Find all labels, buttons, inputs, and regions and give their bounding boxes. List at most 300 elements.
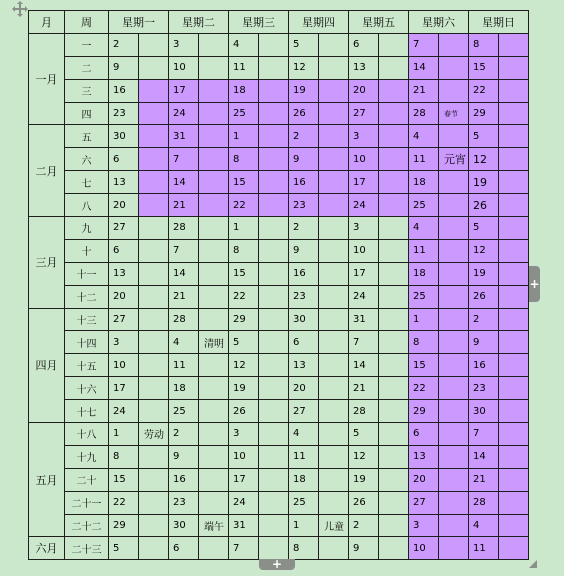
month-cell[interactable]: 四月 (29, 308, 65, 422)
note-cell[interactable] (319, 239, 349, 262)
date-cell[interactable]: 8 (469, 33, 499, 56)
note-cell[interactable] (499, 33, 529, 56)
date-cell[interactable]: 13 (349, 56, 379, 79)
date-cell[interactable]: 6 (349, 33, 379, 56)
note-cell[interactable] (259, 514, 289, 537)
date-cell[interactable]: 25 (409, 285, 439, 308)
date-cell[interactable]: 5 (229, 331, 259, 354)
date-cell[interactable]: 14 (349, 354, 379, 377)
note-cell[interactable] (439, 491, 469, 514)
week-cell[interactable]: 十一 (65, 262, 109, 285)
note-cell[interactable] (319, 79, 349, 102)
note-cell[interactable] (319, 194, 349, 217)
date-cell[interactable]: 3 (349, 217, 379, 240)
note-cell[interactable] (319, 148, 349, 171)
date-cell[interactable]: 23 (289, 194, 319, 217)
note-cell[interactable] (259, 102, 289, 125)
note-cell[interactable] (439, 354, 469, 377)
date-cell[interactable]: 25 (229, 102, 259, 125)
note-cell[interactable] (379, 377, 409, 400)
date-cell[interactable]: 18 (409, 171, 439, 194)
date-cell[interactable]: 14 (169, 262, 199, 285)
note-cell[interactable] (499, 194, 529, 217)
date-cell[interactable]: 9 (109, 56, 139, 79)
note-cell[interactable] (319, 331, 349, 354)
note-cell[interactable] (259, 400, 289, 423)
date-cell[interactable]: 6 (289, 331, 319, 354)
date-cell[interactable]: 31 (169, 125, 199, 148)
date-cell[interactable]: 14 (169, 171, 199, 194)
note-cell[interactable] (139, 537, 169, 560)
week-cell[interactable]: 十三 (65, 308, 109, 331)
date-cell[interactable]: 4 (409, 125, 439, 148)
date-cell[interactable]: 21 (169, 194, 199, 217)
date-cell[interactable]: 10 (349, 239, 379, 262)
date-cell[interactable]: 16 (109, 79, 139, 102)
date-cell[interactable]: 31 (229, 514, 259, 537)
week-cell[interactable]: 四 (65, 102, 109, 125)
note-cell[interactable] (259, 125, 289, 148)
note-cell[interactable] (499, 423, 529, 446)
note-cell[interactable] (379, 445, 409, 468)
date-cell[interactable]: 19 (469, 171, 499, 194)
note-cell[interactable] (199, 445, 229, 468)
date-cell[interactable]: 20 (109, 285, 139, 308)
date-cell[interactable]: 5 (109, 537, 139, 560)
date-cell[interactable]: 25 (169, 400, 199, 423)
note-cell[interactable] (139, 194, 169, 217)
date-cell[interactable]: 4 (229, 33, 259, 56)
date-cell[interactable]: 8 (409, 331, 439, 354)
note-cell[interactable] (499, 239, 529, 262)
date-cell[interactable]: 26 (289, 102, 319, 125)
date-cell[interactable]: 23 (169, 491, 199, 514)
date-cell[interactable]: 22 (229, 194, 259, 217)
note-cell[interactable] (199, 239, 229, 262)
date-cell[interactable]: 18 (409, 262, 439, 285)
note-cell[interactable] (439, 125, 469, 148)
date-cell[interactable]: 28 (409, 102, 439, 125)
date-cell[interactable]: 31 (349, 308, 379, 331)
note-cell[interactable] (139, 239, 169, 262)
note-cell[interactable] (379, 468, 409, 491)
date-cell[interactable]: 16 (289, 171, 319, 194)
note-cell[interactable] (439, 194, 469, 217)
note-cell[interactable] (259, 285, 289, 308)
date-cell[interactable]: 11 (409, 148, 439, 171)
note-cell[interactable] (319, 102, 349, 125)
note-cell[interactable] (199, 354, 229, 377)
note-cell[interactable] (139, 171, 169, 194)
date-cell[interactable]: 6 (409, 423, 439, 446)
week-cell[interactable]: 十六 (65, 377, 109, 400)
note-cell[interactable] (379, 79, 409, 102)
note-cell[interactable] (499, 56, 529, 79)
header-monday[interactable]: 星期一 (109, 11, 169, 34)
date-cell[interactable]: 22 (409, 377, 439, 400)
note-cell[interactable] (259, 148, 289, 171)
week-cell[interactable]: 二 (65, 56, 109, 79)
date-cell[interactable]: 12 (349, 445, 379, 468)
note-cell[interactable] (379, 148, 409, 171)
note-cell[interactable] (379, 262, 409, 285)
note-cell[interactable] (439, 308, 469, 331)
date-cell[interactable]: 3 (349, 125, 379, 148)
date-cell[interactable]: 27 (109, 217, 139, 240)
date-cell[interactable]: 26 (469, 194, 499, 217)
note-cell[interactable] (139, 262, 169, 285)
week-cell[interactable]: 十七 (65, 400, 109, 423)
date-cell[interactable]: 20 (289, 377, 319, 400)
note-cell[interactable] (139, 331, 169, 354)
date-cell[interactable]: 9 (289, 239, 319, 262)
date-cell[interactable]: 2 (469, 308, 499, 331)
note-cell[interactable]: 春节 (439, 102, 469, 125)
note-cell[interactable]: 清明 (199, 331, 229, 354)
note-cell[interactable] (199, 285, 229, 308)
date-cell[interactable]: 19 (229, 377, 259, 400)
date-cell[interactable]: 24 (229, 491, 259, 514)
week-cell[interactable]: 三 (65, 79, 109, 102)
note-cell[interactable] (139, 33, 169, 56)
date-cell[interactable]: 28 (469, 491, 499, 514)
note-cell[interactable] (499, 171, 529, 194)
date-cell[interactable]: 2 (169, 423, 199, 446)
note-cell[interactable] (499, 125, 529, 148)
note-cell[interactable] (439, 239, 469, 262)
note-cell[interactable] (319, 308, 349, 331)
note-cell[interactable] (199, 194, 229, 217)
note-cell[interactable] (319, 445, 349, 468)
note-cell[interactable]: 端午 (199, 514, 229, 537)
date-cell[interactable]: 7 (349, 331, 379, 354)
note-cell[interactable] (199, 79, 229, 102)
note-cell[interactable] (439, 377, 469, 400)
note-cell[interactable] (319, 468, 349, 491)
date-cell[interactable]: 29 (469, 102, 499, 125)
date-cell[interactable]: 13 (289, 354, 319, 377)
note-cell[interactable] (319, 125, 349, 148)
note-cell[interactable] (199, 468, 229, 491)
date-cell[interactable]: 6 (109, 148, 139, 171)
note-cell[interactable] (499, 148, 529, 171)
header-saturday[interactable]: 星期六 (409, 11, 469, 34)
week-cell[interactable]: 八 (65, 194, 109, 217)
date-cell[interactable]: 2 (109, 33, 139, 56)
date-cell[interactable]: 22 (229, 285, 259, 308)
date-cell[interactable]: 30 (109, 125, 139, 148)
note-cell[interactable] (319, 285, 349, 308)
date-cell[interactable]: 2 (289, 217, 319, 240)
note-cell[interactable] (259, 491, 289, 514)
note-cell[interactable] (499, 331, 529, 354)
note-cell[interactable] (319, 354, 349, 377)
note-cell[interactable] (439, 56, 469, 79)
note-cell[interactable] (139, 354, 169, 377)
date-cell[interactable]: 16 (289, 262, 319, 285)
note-cell[interactable] (379, 56, 409, 79)
date-cell[interactable]: 27 (409, 491, 439, 514)
date-cell[interactable]: 8 (229, 239, 259, 262)
note-cell[interactable] (259, 262, 289, 285)
date-cell[interactable]: 15 (229, 262, 259, 285)
note-cell[interactable] (499, 377, 529, 400)
note-cell[interactable] (439, 445, 469, 468)
week-cell[interactable]: 六 (65, 148, 109, 171)
date-cell[interactable]: 11 (169, 354, 199, 377)
note-cell[interactable] (499, 354, 529, 377)
date-cell[interactable]: 5 (289, 33, 319, 56)
week-cell[interactable]: 十五 (65, 354, 109, 377)
note-cell[interactable] (199, 423, 229, 446)
date-cell[interactable]: 10 (349, 148, 379, 171)
date-cell[interactable]: 29 (229, 308, 259, 331)
date-cell[interactable]: 23 (469, 377, 499, 400)
note-cell[interactable] (199, 171, 229, 194)
date-cell[interactable]: 12 (229, 354, 259, 377)
date-cell[interactable]: 30 (469, 400, 499, 423)
note-cell[interactable] (499, 102, 529, 125)
note-cell[interactable] (379, 514, 409, 537)
note-cell[interactable] (319, 171, 349, 194)
date-cell[interactable]: 21 (409, 79, 439, 102)
note-cell[interactable] (139, 377, 169, 400)
date-cell[interactable]: 26 (349, 491, 379, 514)
note-cell[interactable] (379, 537, 409, 560)
month-cell[interactable]: 一月 (29, 33, 65, 125)
date-cell[interactable]: 14 (469, 445, 499, 468)
week-cell[interactable]: 二十三 (65, 537, 109, 560)
date-cell[interactable]: 1 (289, 514, 319, 537)
note-cell[interactable] (499, 400, 529, 423)
date-cell[interactable]: 28 (169, 308, 199, 331)
date-cell[interactable]: 14 (409, 56, 439, 79)
date-cell[interactable]: 1 (229, 125, 259, 148)
date-cell[interactable]: 21 (469, 468, 499, 491)
note-cell[interactable] (439, 33, 469, 56)
month-cell[interactable]: 六月 (29, 537, 65, 560)
note-cell[interactable] (439, 537, 469, 560)
note-cell[interactable] (259, 354, 289, 377)
date-cell[interactable]: 3 (409, 514, 439, 537)
date-cell[interactable]: 5 (349, 423, 379, 446)
note-cell[interactable] (199, 217, 229, 240)
date-cell[interactable]: 13 (409, 445, 439, 468)
note-cell[interactable] (199, 33, 229, 56)
date-cell[interactable]: 13 (109, 171, 139, 194)
note-cell[interactable] (139, 285, 169, 308)
note-cell[interactable] (439, 262, 469, 285)
note-cell[interactable] (379, 33, 409, 56)
note-cell[interactable] (499, 308, 529, 331)
date-cell[interactable]: 24 (349, 194, 379, 217)
note-cell[interactable]: 劳动 (139, 423, 169, 446)
date-cell[interactable]: 17 (169, 79, 199, 102)
date-cell[interactable]: 15 (409, 354, 439, 377)
date-cell[interactable]: 7 (169, 239, 199, 262)
date-cell[interactable]: 8 (109, 445, 139, 468)
note-cell[interactable] (499, 491, 529, 514)
month-cell[interactable]: 五月 (29, 423, 65, 537)
date-cell[interactable]: 11 (289, 445, 319, 468)
note-cell[interactable] (319, 262, 349, 285)
note-cell[interactable] (439, 514, 469, 537)
date-cell[interactable]: 16 (469, 354, 499, 377)
date-cell[interactable]: 17 (229, 468, 259, 491)
note-cell[interactable] (439, 423, 469, 446)
note-cell[interactable] (139, 400, 169, 423)
note-cell[interactable] (319, 491, 349, 514)
note-cell[interactable] (199, 308, 229, 331)
date-cell[interactable]: 4 (169, 331, 199, 354)
date-cell[interactable]: 26 (229, 400, 259, 423)
note-cell[interactable] (499, 285, 529, 308)
note-cell[interactable] (439, 217, 469, 240)
note-cell[interactable] (259, 377, 289, 400)
week-cell[interactable]: 九 (65, 217, 109, 240)
date-cell[interactable]: 13 (109, 262, 139, 285)
table-resize-handle-icon[interactable] (529, 560, 537, 568)
date-cell[interactable]: 6 (109, 239, 139, 262)
date-cell[interactable]: 16 (169, 468, 199, 491)
note-cell[interactable] (199, 377, 229, 400)
note-cell[interactable] (439, 400, 469, 423)
header-thursday[interactable]: 星期四 (289, 11, 349, 34)
date-cell[interactable]: 24 (169, 102, 199, 125)
date-cell[interactable]: 24 (109, 400, 139, 423)
date-cell[interactable]: 12 (469, 148, 499, 171)
date-cell[interactable]: 3 (109, 331, 139, 354)
note-cell[interactable] (439, 468, 469, 491)
date-cell[interactable]: 9 (169, 445, 199, 468)
week-cell[interactable]: 二十一 (65, 491, 109, 514)
note-cell[interactable] (259, 331, 289, 354)
note-cell[interactable] (259, 56, 289, 79)
note-cell[interactable] (439, 171, 469, 194)
header-sunday[interactable]: 星期日 (469, 11, 529, 34)
date-cell[interactable]: 8 (289, 537, 319, 560)
date-cell[interactable]: 20 (109, 194, 139, 217)
date-cell[interactable]: 30 (169, 514, 199, 537)
note-cell[interactable] (259, 171, 289, 194)
date-cell[interactable]: 2 (349, 514, 379, 537)
note-cell[interactable] (139, 56, 169, 79)
week-cell[interactable]: 二十 (65, 468, 109, 491)
note-cell[interactable] (439, 79, 469, 102)
date-cell[interactable]: 23 (109, 102, 139, 125)
month-cell[interactable]: 二月 (29, 125, 65, 217)
date-cell[interactable]: 5 (469, 217, 499, 240)
date-cell[interactable]: 24 (349, 285, 379, 308)
note-cell[interactable] (499, 445, 529, 468)
date-cell[interactable]: 1 (409, 308, 439, 331)
note-cell[interactable] (379, 491, 409, 514)
note-cell[interactable] (199, 262, 229, 285)
note-cell[interactable] (319, 33, 349, 56)
date-cell[interactable]: 10 (409, 537, 439, 560)
note-cell[interactable] (139, 125, 169, 148)
add-column-button[interactable] (529, 266, 540, 302)
note-cell[interactable] (379, 400, 409, 423)
note-cell[interactable] (259, 445, 289, 468)
date-cell[interactable]: 19 (349, 468, 379, 491)
date-cell[interactable]: 17 (349, 171, 379, 194)
date-cell[interactable]: 25 (409, 194, 439, 217)
date-cell[interactable]: 18 (289, 468, 319, 491)
note-cell[interactable] (379, 308, 409, 331)
note-cell[interactable] (139, 148, 169, 171)
date-cell[interactable]: 15 (229, 171, 259, 194)
week-cell[interactable]: 十 (65, 239, 109, 262)
date-cell[interactable]: 3 (169, 33, 199, 56)
date-cell[interactable]: 7 (169, 148, 199, 171)
note-cell[interactable] (439, 285, 469, 308)
date-cell[interactable]: 4 (469, 514, 499, 537)
note-cell[interactable] (379, 423, 409, 446)
note-cell[interactable] (259, 217, 289, 240)
date-cell[interactable]: 29 (409, 400, 439, 423)
date-cell[interactable]: 28 (169, 217, 199, 240)
date-cell[interactable]: 10 (109, 354, 139, 377)
note-cell[interactable] (199, 102, 229, 125)
note-cell[interactable] (139, 468, 169, 491)
date-cell[interactable]: 19 (469, 262, 499, 285)
note-cell[interactable] (259, 308, 289, 331)
table-move-handle-icon[interactable] (12, 1, 28, 17)
note-cell[interactable] (259, 468, 289, 491)
note-cell[interactable] (199, 125, 229, 148)
date-cell[interactable]: 22 (469, 79, 499, 102)
date-cell[interactable]: 18 (169, 377, 199, 400)
date-cell[interactable]: 15 (109, 468, 139, 491)
date-cell[interactable]: 27 (109, 308, 139, 331)
note-cell[interactable] (319, 537, 349, 560)
note-cell[interactable] (199, 491, 229, 514)
date-cell[interactable]: 6 (169, 537, 199, 560)
note-cell[interactable]: 儿童 (319, 514, 349, 537)
note-cell[interactable] (259, 423, 289, 446)
week-cell[interactable]: 七 (65, 171, 109, 194)
date-cell[interactable]: 21 (169, 285, 199, 308)
date-cell[interactable]: 9 (469, 331, 499, 354)
date-cell[interactable]: 7 (469, 423, 499, 446)
note-cell[interactable] (319, 400, 349, 423)
note-cell[interactable] (379, 217, 409, 240)
date-cell[interactable]: 27 (349, 102, 379, 125)
note-cell[interactable] (259, 194, 289, 217)
header-wednesday[interactable]: 星期三 (229, 11, 289, 34)
note-cell[interactable] (379, 171, 409, 194)
note-cell[interactable] (379, 102, 409, 125)
note-cell[interactable] (379, 285, 409, 308)
date-cell[interactable]: 2 (289, 125, 319, 148)
note-cell[interactable] (199, 148, 229, 171)
date-cell[interactable]: 23 (289, 285, 319, 308)
date-cell[interactable]: 9 (289, 148, 319, 171)
date-cell[interactable]: 22 (109, 491, 139, 514)
note-cell[interactable] (139, 445, 169, 468)
date-cell[interactable]: 7 (229, 537, 259, 560)
note-cell[interactable] (499, 537, 529, 560)
note-cell[interactable] (139, 102, 169, 125)
month-cell[interactable]: 三月 (29, 217, 65, 309)
note-cell[interactable] (139, 491, 169, 514)
date-cell[interactable]: 11 (409, 239, 439, 262)
date-cell[interactable]: 29 (109, 514, 139, 537)
note-cell[interactable] (259, 33, 289, 56)
note-cell[interactable] (499, 514, 529, 537)
header-month[interactable]: 月 (29, 11, 65, 34)
